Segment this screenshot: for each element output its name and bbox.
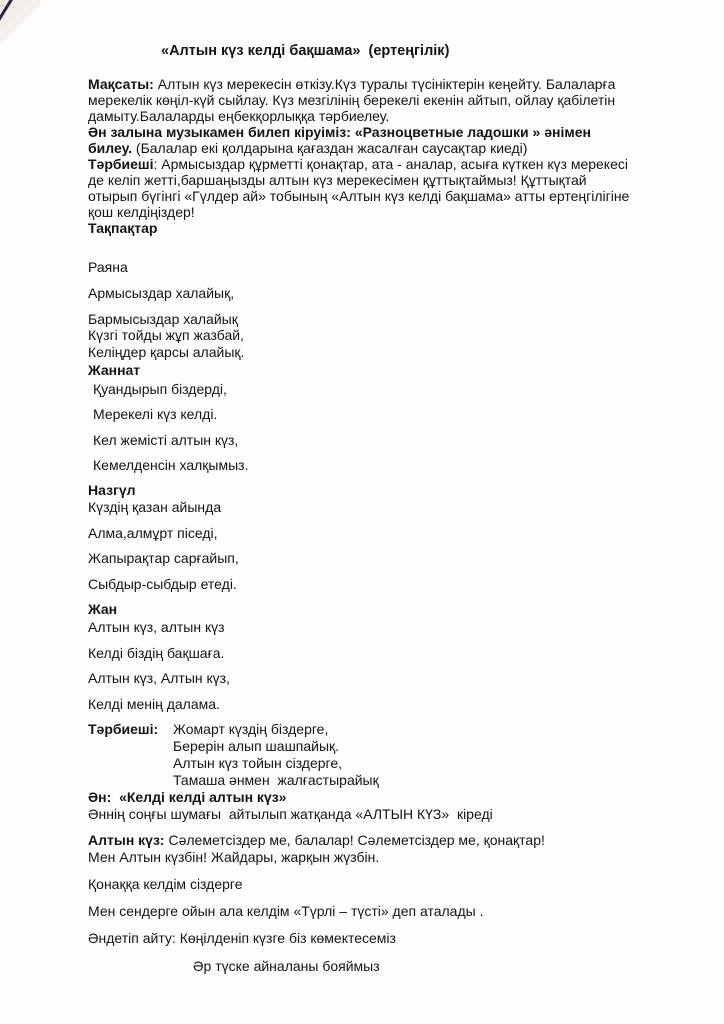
teacher-intro-line-3: отырып бүгінгі «Гүлдер ай» тобының «Алтын күз келді бақшама» атты ертеңгілігіне <box>88 188 630 204</box>
verse-line: Келді менің далама. <box>88 696 220 712</box>
entry-dance-heading: Ән залына музыкамен билеп кіруіміз: «Разноцветные ладошки » әнімен <box>88 124 591 140</box>
altyn-kuz-line-5: Әндетіп айту: Көңілденіп күзге біз көмектесеміз <box>88 930 396 946</box>
teacher-label: Тәрбиеші <box>88 156 154 172</box>
verse-line: Алтын күз, алтын күз <box>88 619 225 635</box>
takpaktar-heading: Тақпақтар <box>88 220 158 236</box>
verse-line: Күздің қазан айында <box>88 499 222 515</box>
verse-line: Бармысыздар халайық <box>88 311 238 327</box>
speaker-nazgul: Назгүл <box>88 482 136 498</box>
goals-label: Мақсаты: <box>88 76 154 92</box>
goals-paragraph <box>88 76 708 236</box>
teacher-verse-line: Алтын күз тойын сіздерге, <box>173 755 343 771</box>
song-title: Ән: «Келді келді алтын күз» <box>88 789 287 805</box>
verse-line: Қуандырып біздерді, <box>93 381 227 397</box>
verse-line: Алма,алмұрт піседі, <box>88 525 218 541</box>
entry-dance-bold: билеу. <box>88 140 133 156</box>
altyn-kuz-line-6: Әр түске айналаны бояймыз <box>193 958 380 974</box>
verse-line: Кел жемісті алтын күз, <box>93 432 239 448</box>
verse-line: Армысыздар халайық, <box>88 285 235 301</box>
document-title: «Алтын күз келді бақшама» (ертеңгілік) <box>161 43 450 59</box>
altyn-kuz-line-4: Мен сендерге ойын ала келдім «Түрлі – түсті» деп аталады . <box>88 903 484 919</box>
speaker-zhan: Жан <box>88 601 118 617</box>
goals-line-1 <box>88 76 708 92</box>
altyn-kuz-line-3: Қонаққа келдім сіздерге <box>88 876 243 892</box>
verse-line: Мерекелі күз келді. <box>93 406 218 422</box>
verse-line: Алтын күз, Алтын күз, <box>88 670 230 686</box>
altyn-kuz-line-2: Мен Алтын күзбін! Жайдары, жарқын жүзбін. <box>88 849 380 865</box>
teacher-verse-line: Берерін алып шашпайық. <box>173 738 340 754</box>
goals-line-2: мерекелік көңіл-күй сыйлау. Күз мезгілінің берекелі екенін айтып, ойлау қабілетін <box>88 92 616 108</box>
altyn-kuz-greeting: Сәлеметсіздер ме, балалар! Сәлеметсіздер ме, қонақтар! <box>164 832 545 848</box>
teacher-intro-line-4: қош келдіңіздер! <box>88 204 195 220</box>
teacher-intro-line-1 <box>88 156 708 172</box>
teacher-text: : Армысыздар құрметті қонақтар, ата - аналар, асыға күткен күз мерекесі <box>153 156 628 172</box>
goals-text: Алтын күз мерекесін өткізу.Күз туралы түсініктерін кеңейту. Балаларға <box>153 76 616 92</box>
verse-line: Сыбдыр-сыбдыр етеді. <box>88 576 237 592</box>
verse-line: Келіңдер қарсы алайық. <box>88 344 245 360</box>
verse-line: Жапырақтар сарғайып, <box>88 550 239 566</box>
verse-line: Күзгі тойды жұп жазбай, <box>88 327 244 343</box>
entry-dance-line <box>88 140 708 156</box>
teacher-verse-line: Тамаша әнмен жалғастырайық <box>173 772 379 788</box>
goals-line-3: дамыту.Балаларды еңбекқорлыққа тәрбиелеу. <box>88 108 390 124</box>
teacher-intro-line-2: де келіп жетті,баршаңызды алтын күз мерекесімен құттықтаймыз! Құттықтай <box>88 172 587 188</box>
altyn-kuz-line-1 <box>88 832 545 848</box>
verse-line: Кемелденсін халқымыз. <box>93 457 249 473</box>
speaker-zhannat: Жаннат <box>88 362 141 378</box>
teacher-verse-label: Тәрбиеші: <box>88 721 159 737</box>
altyn-kuz-label: Алтын күз: <box>88 832 165 848</box>
song-note: Әннің соңғы шумағы айтылып жатқанда «АЛТЫН КҮЗ» кіреді <box>88 806 493 822</box>
teacher-verse-line: Жомарт күздің біздерге, <box>173 721 329 737</box>
speaker-rayana: Раяна <box>88 259 128 275</box>
verse-line: Келді біздің бақшаға. <box>88 645 225 661</box>
entry-dance-note: (Балалар екі қолдарына қағаздан жасалған саусақтар киеді) <box>132 140 528 156</box>
